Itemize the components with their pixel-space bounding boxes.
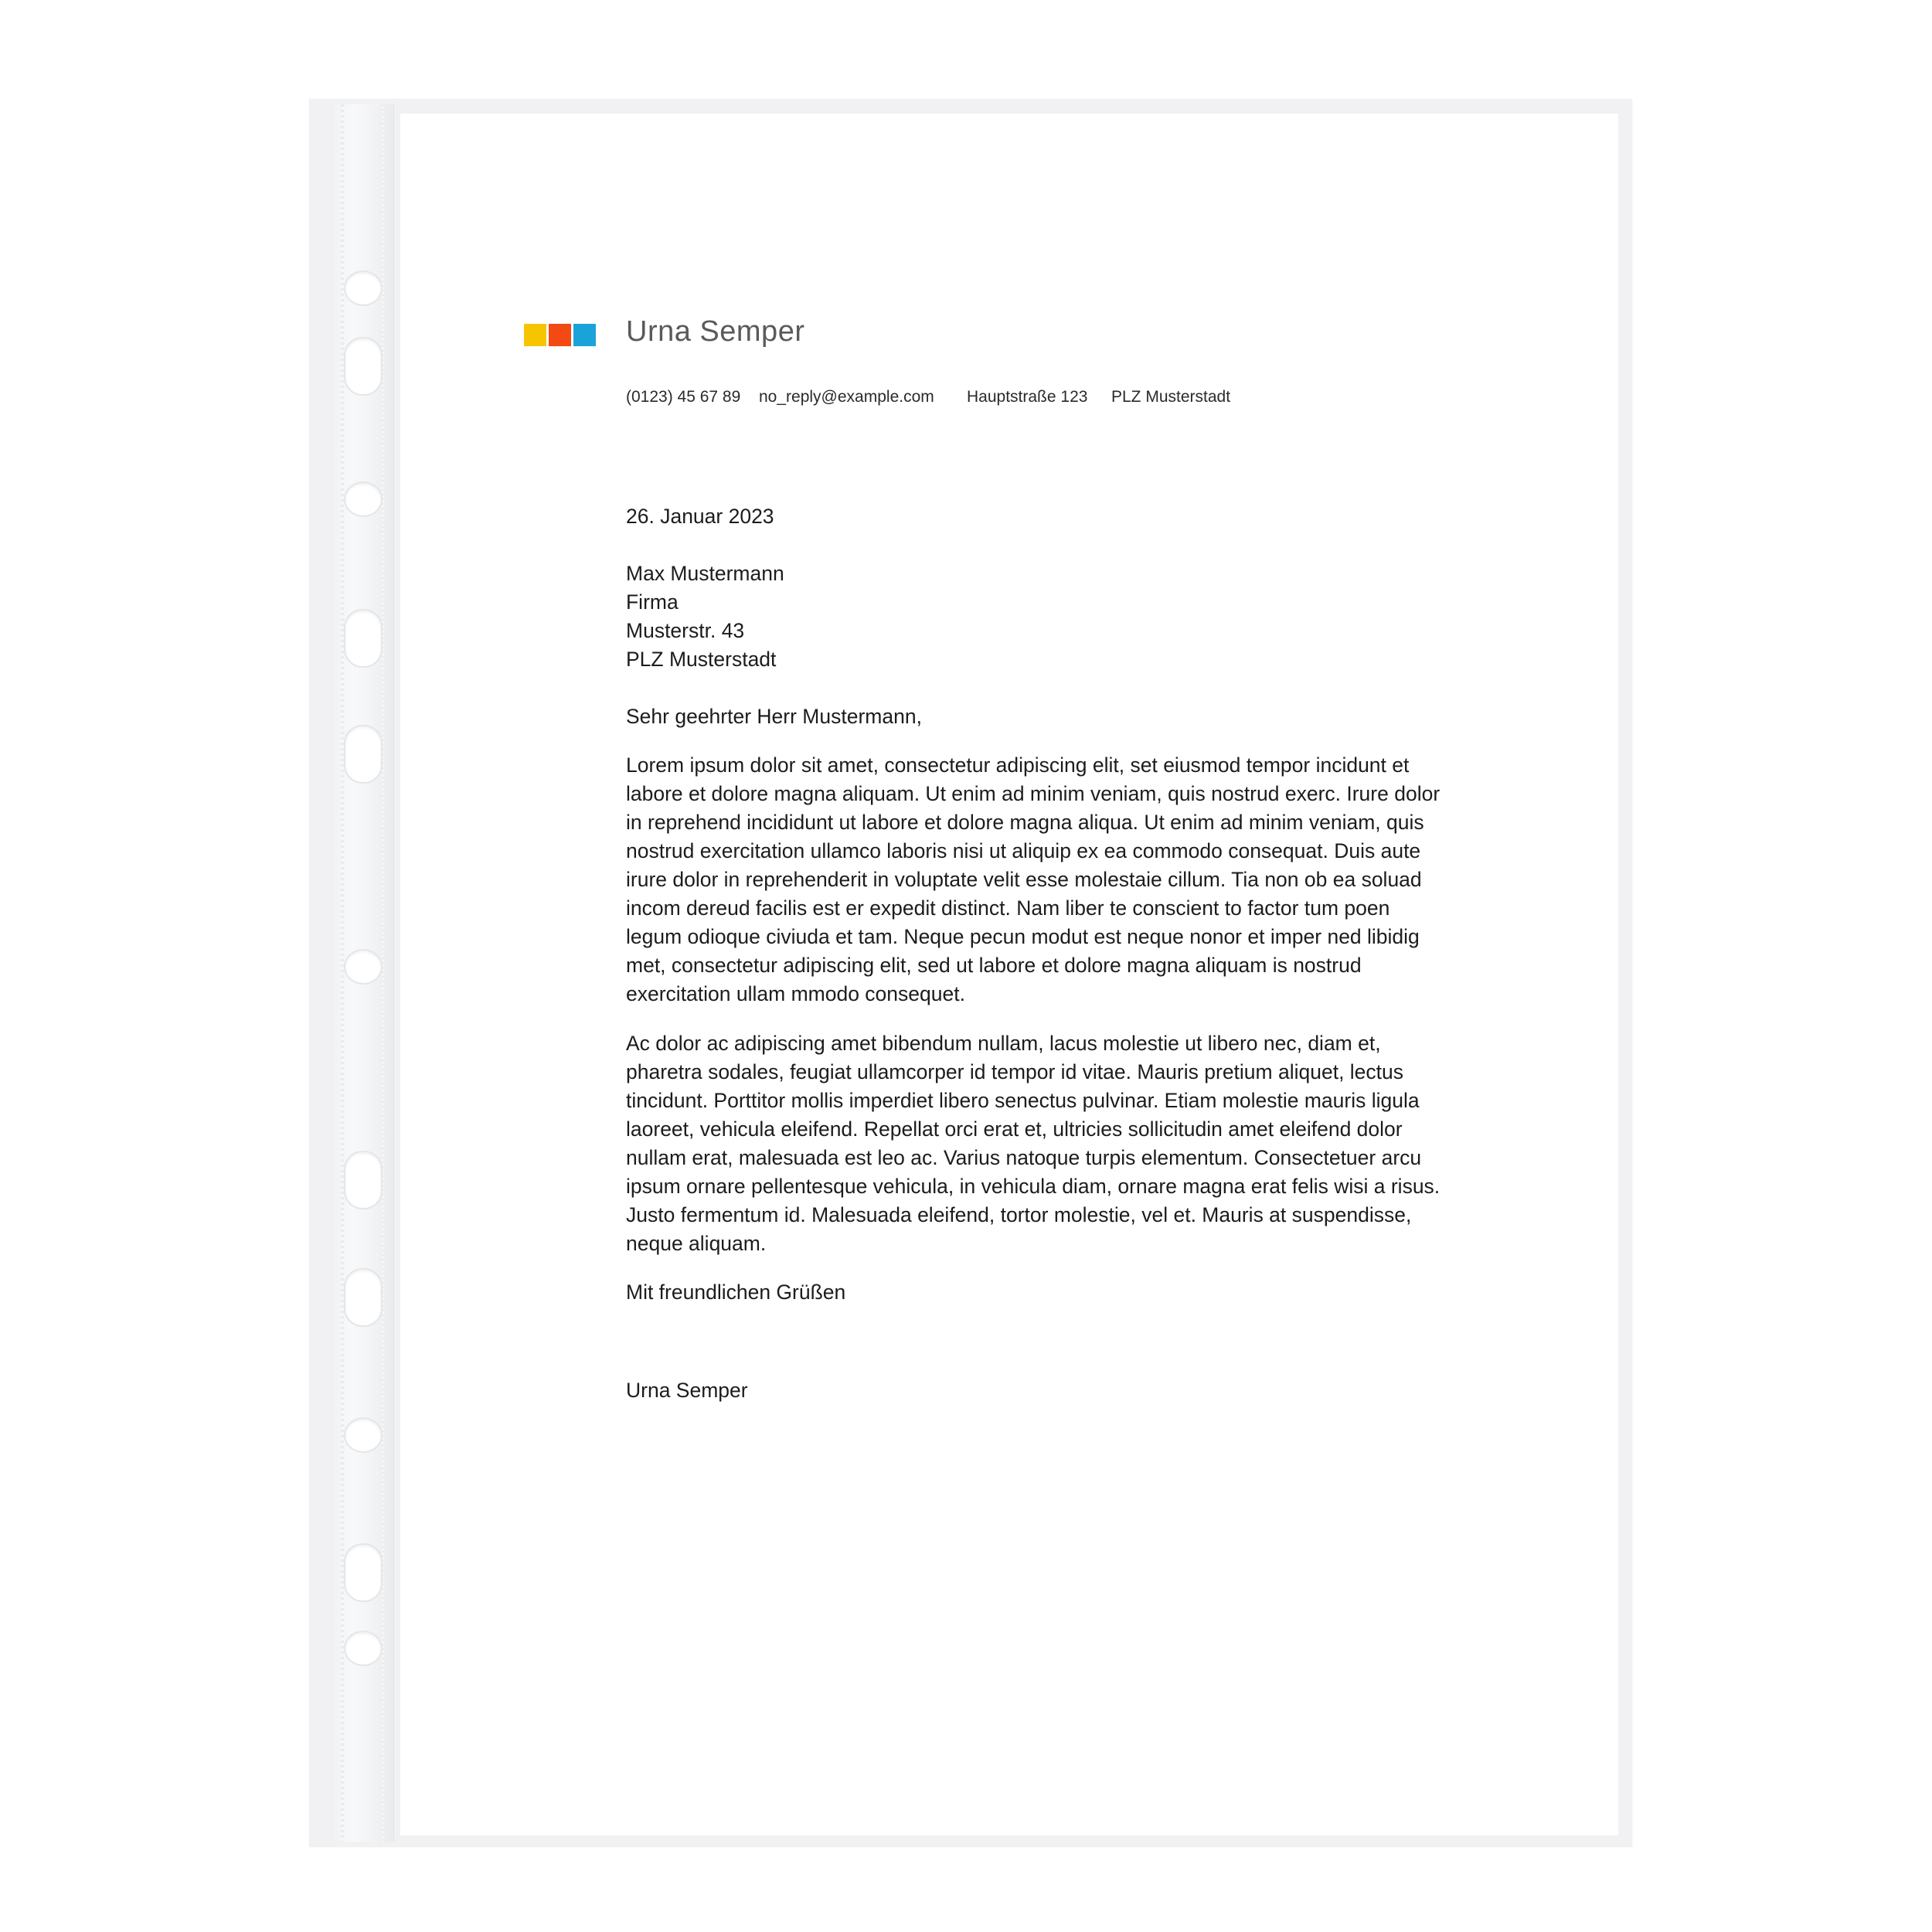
body-paragraph-2: Ac dolor ac adipiscing amet bibendum nullam, lacus molestie ut libero nec, diam et, pharetra sodales, feugiat ullamcorper id tempor id vitae. Mauris pretium aliquet, lectus tincidunt. Porttitor mollis imperdiet libero senectus pulvinar. Etiam molestie mauris ligula laoreet, vehicula eleifend. Repellat orci erat et, ultricies sollicitudin amet eleifend dolor nullam erat, malesuada est leo ac. Varius natoque turpis elementum. Consectetuer arcu ipsum ornare pellentesque vehicula, in vehicula diam, ornare magna erat felis wisi a risus. Justo fermentum id. Malesuada eleifend, tortor molestie, vel et. Mauris at suspendisse, neque aliquam. xyxy=(626,1032,1440,1255)
sender-email: no_reply@example.com xyxy=(759,388,934,406)
logo xyxy=(524,324,596,346)
sender-name: Urna Semper xyxy=(626,315,805,348)
sender-street: Hauptstraße 123 xyxy=(967,388,1088,406)
recipient-company: Firma xyxy=(626,590,679,614)
logo-square-yellow xyxy=(524,324,546,346)
logo-square-red xyxy=(549,324,571,346)
letter-date: 26. Januar 2023 xyxy=(626,505,774,528)
recipient-address xyxy=(626,560,784,674)
salutation: Sehr geehrter Herr Mustermann, xyxy=(626,705,922,728)
punch-hole xyxy=(344,1268,383,1327)
sender-phone: (0123) 45 67 89 xyxy=(626,388,741,406)
punch-hole xyxy=(344,1417,383,1453)
recipient-city: PLZ Musterstadt xyxy=(626,648,777,671)
punch-hole xyxy=(344,949,383,985)
signature-name: Urna Semper xyxy=(626,1379,748,1402)
punch-hole xyxy=(344,270,383,306)
body-paragraph-1: Lorem ipsum dolor sit amet, consectetur adipiscing elit, set eiusmod tempor incidunt et labore et dolore magna aliquam. Ut enim ad minim veniam, quis nostrud exerc. Irure dolor in reprehend incididunt ut labore et dolore magna aliqua. Ut enim ad minim veniam, quis nostrud exercitation ullamco laboris nisi ut aliquip ex ea commodo consequat. Duis aute irure dolor in reprehenderit in voluptate velit esse molestaie cillum. Tia non ob ea soluad incom dereud facilis est er expedit distinct. Nam liber te conscient to factor tum poen legum odioque civiuda et tam. Neque pecun modut est neque nonor et imper ned libidig met, consectetur adipiscing elit, sed ut labore et dolore magna aliquam is nostrud exercitation ullam mmodo consequet. xyxy=(626,753,1440,1005)
sender-city: PLZ Musterstadt xyxy=(1111,388,1231,406)
punch-hole xyxy=(344,1543,383,1602)
punch-hole xyxy=(344,725,383,784)
punch-hole xyxy=(344,609,383,668)
punch-hole xyxy=(344,337,383,396)
punch-hole xyxy=(344,1151,383,1209)
logo-square-blue xyxy=(573,324,596,346)
punch-hole xyxy=(344,481,383,517)
recipient-name: Max Mustermann xyxy=(626,562,784,585)
punch-hole xyxy=(344,1631,383,1666)
closing: Mit freundlichen Grüßen xyxy=(626,1281,846,1304)
recipient-street: Musterstr. 43 xyxy=(626,619,745,642)
